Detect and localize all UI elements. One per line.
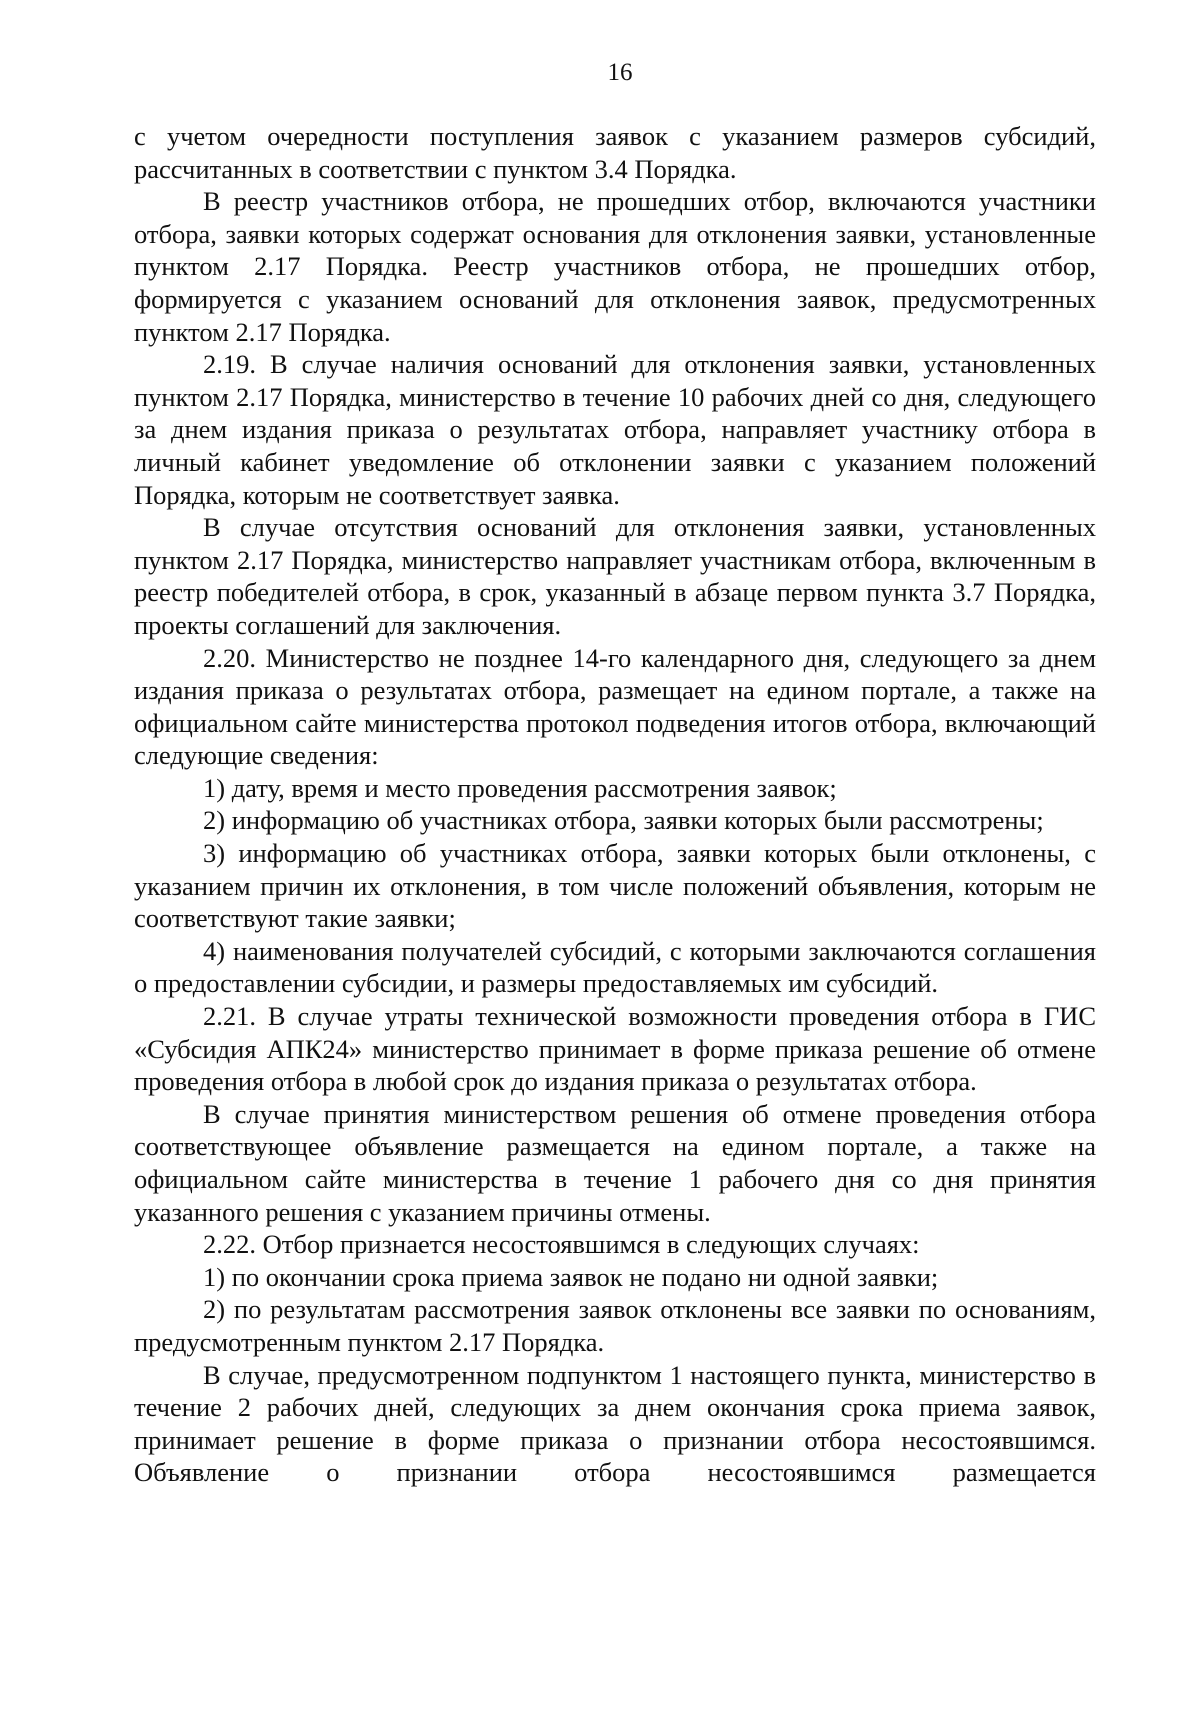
- paragraph-no-rejection: В случае отсутствия оснований для отклонения заявки, установленных пунктом 2.17 Порядка, министерство направляет участникам отбора, включенным в реестр победителей отбора, в срок, указанный в абзаце первом пункта 3.7 Порядка, проекты соглашений для заключения.: [134, 512, 1096, 640]
- page-number: 16: [607, 59, 633, 86]
- paragraph-2-19: 2.19. В случае наличия оснований для отклонения заявки, установленных пунктом 2.17 Порядка, министерство в течение 10 рабочих дней со дня, следующего за днем издания приказа о результатах отбора, направляет участнику отбора в личный кабинет уведомление об отклонении заявки с указанием положений Порядка, которым не соответствует заявка.: [134, 349, 1096, 510]
- paragraph-continuation: с учетом очередности поступления заявок с указанием размеров субсидий, рассчитанных в соответствии с пунктом 3.4 Порядка.: [134, 121, 1096, 184]
- paragraph-2-20: 2.20. Министерство не позднее 14-го календарного дня, следующего за днем издания приказа о результатах отбора, размещает на едином портале, а также на официальном сайте министерства протокол подведения итогов отбора, включающий следующие сведения:: [134, 642, 1096, 771]
- paragraph-2-21: 2.21. В случае утраты технической возможности проведения отбора в ГИС «Субсидия АПК24» министерство принимает в форме приказа решение об отмене проведения отбора в любой срок до издания приказа о результатах отбора.: [134, 1001, 1096, 1097]
- list-item-2-20-3: 3) информацию об участниках отбора, заявки которых были отклонены, с указанием причин их отклонения, в том числе положений объявления, которым не соответствуют такие заявки;: [134, 838, 1096, 934]
- list-item-2-20-1: 1) дату, время и место проведения рассмотрения заявок;: [203, 772, 837, 803]
- paragraph-rejected-registry: В реестр участников отбора, не прошедших отбор, включаются участники отбора, заявки которых содержат основания для отклонения заявки, установленные пунктом 2.17 Порядка. Реестр участников отбора, не прошедших отбор, формируется с указанием оснований для отклонения заявок, предусмотренных пунктом 2.17 Порядка.: [134, 186, 1096, 347]
- paragraph-cancellation-notice: В случае принятия министерством решения об отмене проведения отбора соответствующее объявление размещается на едином портале, а также на официальном сайте министерства в течение 1 рабочего дня со дня принятия указанного решения с указанием причины отмены.: [134, 1098, 1096, 1227]
- list-item-2-22-1: 1) по окончании срока приема заявок не подано ни одной заявки;: [203, 1261, 939, 1292]
- list-item-2-20-4: 4) наименования получателей субсидий, с которыми заключаются соглашения о предоставлении субсидии, и размеры предоставляемых им субсидий.: [134, 935, 1096, 999]
- list-item-2-22-2: 2) по результатам рассмотрения заявок отклонены все заявки по основаниям, предусмотренным пунктом 2.17 Порядка.: [134, 1294, 1096, 1357]
- paragraph-2-22: 2.22. Отбор признается несостоявшимся в следующих случаях:: [203, 1229, 920, 1260]
- document-body: [134, 120, 1096, 1489]
- list-item-2-20-2: 2) информацию об участниках отбора, заявки которых были рассмотрены;: [203, 805, 1044, 836]
- paragraph-failed-selection: В случае, предусмотренном подпунктом 1 настоящего пункта, министерство в течение 2 рабочих дней, следующих за днем окончания срока приема заявок, принимает решение в форме приказа о признании отбора несостоявшимся. Объявление о признании отбора несостоявшимся размещается: [134, 1359, 1096, 1488]
